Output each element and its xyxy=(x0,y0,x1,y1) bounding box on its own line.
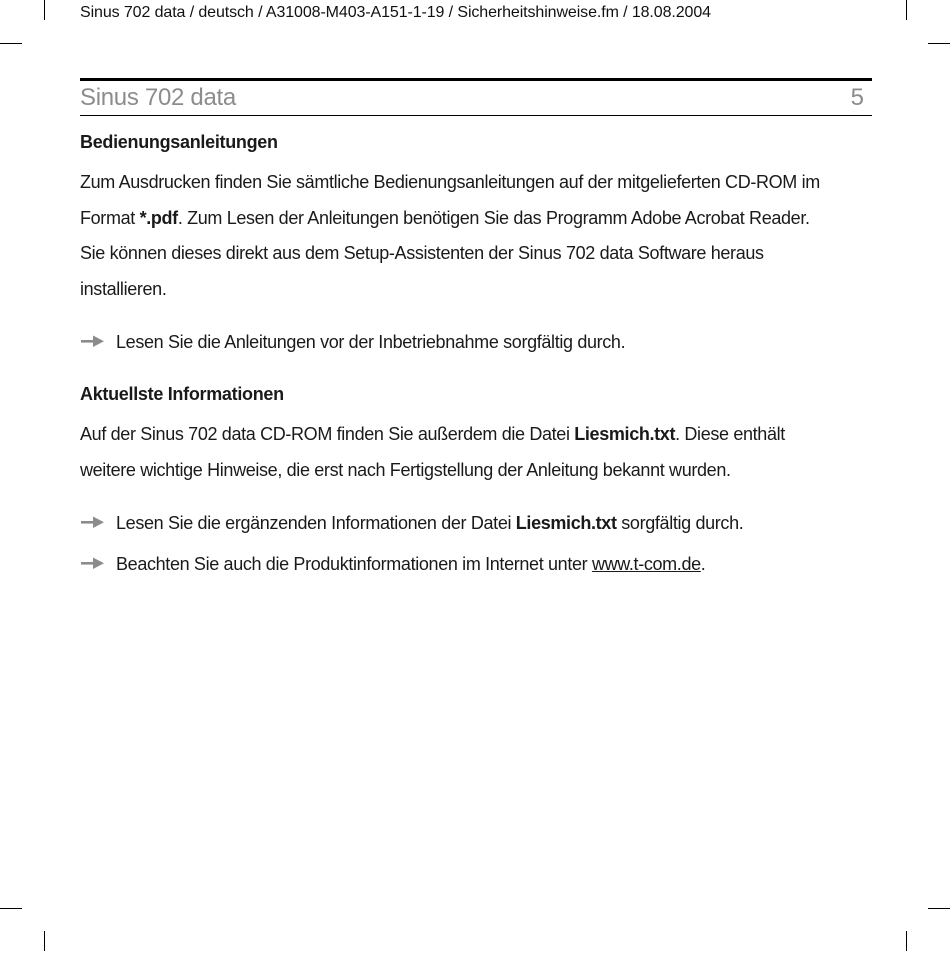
page-number: 5 xyxy=(850,84,864,111)
body-line: Zum Ausdrucken finden Sie sämtliche Bedienungsanleitungen auf der mitgelieferten CD-ROM im xyxy=(80,172,820,192)
header-rule-top xyxy=(80,78,872,81)
crop-mark-top-left-horizontal xyxy=(0,43,22,44)
bullet-text: Lesen Sie die ergänzenden Informationen der Datei xyxy=(116,513,516,533)
section-body-aktuellste-informationen xyxy=(80,417,880,488)
crop-mark-bottom-right-vertical xyxy=(906,931,907,951)
bullet-item xyxy=(80,509,880,537)
section-heading-bedienungsanleitungen: Bedienungsanleitungen xyxy=(80,132,278,152)
body-text: . Diese enthält xyxy=(675,424,785,444)
crop-mark-top-right-vertical xyxy=(906,0,907,20)
bullet-item xyxy=(80,328,880,356)
crop-mark-top-right-horizontal xyxy=(928,43,950,44)
body-bold-filetype: *.pdf xyxy=(139,207,178,228)
section-heading-aktuellste-informationen: Aktuellste Informationen xyxy=(80,384,284,404)
website-link[interactable]: www.t-com.de xyxy=(591,554,701,574)
arrow-right-icon xyxy=(80,550,108,578)
body-text: Format xyxy=(80,207,140,228)
body-text: Auf der Sinus 702 data CD-ROM finden Sie außerdem die Datei xyxy=(80,424,575,444)
bullet-bold-filename: Liesmich.txt xyxy=(515,513,617,533)
header-rule-bottom xyxy=(80,115,872,116)
body-line: installieren. xyxy=(80,278,167,299)
body-line: weitere wichtige Hinweise, die erst nach Fertigstellung der Anleitung bekannt wurden. xyxy=(80,459,731,480)
crop-mark-bottom-left-horizontal xyxy=(0,908,22,909)
bullet-text: . xyxy=(700,554,706,574)
document-meta-line: Sinus 702 data / deutsch / A31008-M403-A151-1-19 / Sicherheitshinweise.fm / 18.08.2004 xyxy=(80,4,711,21)
crop-mark-bottom-left-vertical xyxy=(44,931,45,951)
header-title: Sinus 702 data xyxy=(80,84,236,111)
bullet-text: sorgfältig durch. xyxy=(616,513,744,533)
body-bold-filename: Liesmich.txt xyxy=(574,424,676,444)
body-line: Sie können dieses direkt aus dem Setup-Assistenten der Sinus 702 data Software heraus xyxy=(80,243,764,263)
bullet-item xyxy=(80,550,880,578)
page-content xyxy=(80,128,880,578)
body-text: . Zum Lesen der Anleitungen benötigen Sie das Programm Adobe Acrobat Reader. xyxy=(177,207,810,228)
arrow-right-icon xyxy=(80,328,108,356)
bullet-text: Lesen Sie die Anleitungen vor der Inbetriebnahme sorgfältig durch. xyxy=(116,332,626,352)
section-body-bedienungsanleitungen xyxy=(80,165,880,307)
page-header xyxy=(80,84,872,114)
bullet-text: Beachten Sie auch die Produktinformationen im Internet unter xyxy=(116,554,592,574)
arrow-right-icon xyxy=(80,509,108,537)
crop-mark-bottom-right-horizontal xyxy=(928,908,950,909)
crop-mark-top-left-vertical xyxy=(44,0,45,20)
